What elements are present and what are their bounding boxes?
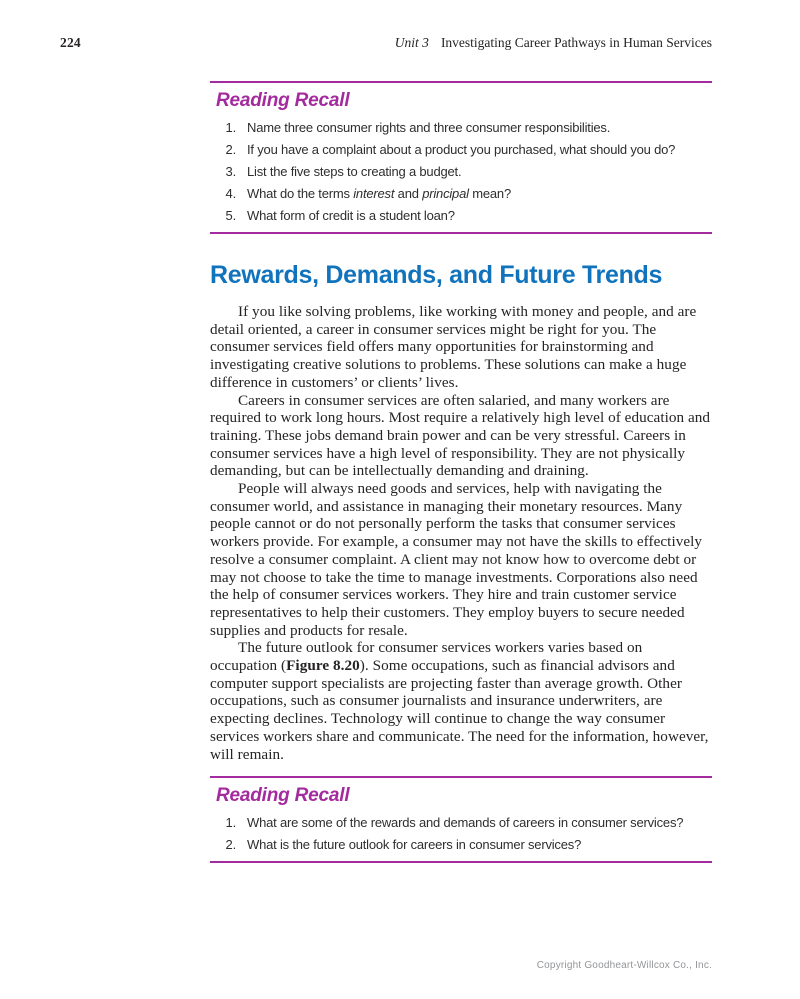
question-number: 3. (225, 164, 236, 179)
text-run: What are some of the rewards and demands of careers in consumer services? (247, 815, 684, 831)
reading-recall-question-list (210, 119, 712, 225)
question-number: 1. (225, 120, 236, 135)
question-text (236, 141, 675, 159)
text-run: Careers in consumer services are often salaried, and many workers are required to work long hours. Most require a relatively high level of education and training. These jobs demand brain power and can be very stressful. Careers in consumer services have a high level of responsibility. They are not physically demanding, but can be intellectually demanding and draining. (210, 391, 711, 480)
reading-recall-question (210, 814, 712, 832)
text-run: What form of credit is a student loan? (247, 208, 455, 223)
text-run: ). Some occupations, such as financial advisors and computer support specialists are projecting faster than average growth. Other occupations, such as consumer journalists and insurance underwriters, are expecting declines. Technology will continue to change the way consumer services workers share and communicate. The need for the information, however, will remain. (210, 657, 709, 763)
page-content (210, 81, 712, 863)
body-paragraph (210, 639, 712, 763)
text-run: and (394, 186, 423, 201)
question-number: 2. (225, 142, 236, 157)
running-head-unit: Unit 3 (394, 35, 429, 50)
question-text (236, 185, 511, 203)
body-paragraph (210, 303, 712, 392)
body-paragraphs (210, 303, 712, 763)
text-run: mean? (468, 186, 511, 201)
italic-term: interest (353, 186, 395, 201)
section-heading: Rewards, Demands, and Future Trends (210, 261, 663, 289)
question-text (236, 814, 683, 832)
text-run: List the five steps to creating a budget. (247, 164, 462, 179)
page-number: 224 (60, 35, 81, 50)
reading-recall-question (210, 836, 712, 854)
question-text (236, 207, 455, 225)
italic-term: principal (422, 186, 469, 201)
reading-recall-question (210, 163, 712, 181)
text-run: What is the future outlook for careers in consumer services? (247, 837, 582, 853)
reading-recall-title: Reading Recall (216, 785, 350, 807)
reading-recall-question-list (210, 814, 712, 854)
reading-recall-question (210, 141, 712, 159)
reading-recall-box-bottom (210, 776, 712, 863)
question-number: 1. (225, 815, 236, 831)
question-number: 5. (225, 208, 236, 223)
text-run: If you like solving problems, like working with money and people, and are detail oriented, a career in consumer services might be right for you. The consumer services field offers many opportunities for brainstorming and investigating creative solutions to problems. These solutions can make a huge difference in customers’ or clients’ lives. (210, 303, 697, 391)
body-paragraph (210, 480, 712, 639)
reading-recall-question (210, 119, 712, 137)
question-text (236, 836, 581, 854)
copyright-notice: Copyright Goodheart-Willcox Co., Inc. (536, 960, 712, 971)
reading-recall-box-top (210, 81, 712, 234)
reading-recall-question (210, 207, 712, 225)
body-paragraph (210, 392, 712, 481)
question-number: 4. (225, 186, 236, 201)
running-head-title: Investigating Career Pathways in Human Services (440, 35, 712, 50)
question-text (236, 163, 461, 181)
question-number: 2. (225, 837, 236, 853)
question-text (236, 119, 610, 137)
running-head (395, 35, 712, 51)
text-run: Name three consumer rights and three consumer responsibilities. (247, 120, 611, 135)
bold-reference: Figure 8.20 (286, 657, 360, 675)
reading-recall-question (210, 185, 712, 203)
page-header (60, 35, 712, 51)
text-run: People will always need goods and services, help with navigating the consumer world, and assistance in managing their monetary resources. Many people cannot or do not personally perform the tasks that consumer services workers provide. For example, a consumer may not have the skills to effectively resolve a consumer complaint. A client may not know how to overcome debt or may not choose to take the time to manage investments. Corporations also need the help of consumer services workers. They hire and train customer service representatives to help their customers. They employ buyers to secure needed supplies and products for resale. (210, 480, 703, 639)
text-run: What do the terms (247, 186, 354, 201)
reading-recall-title: Reading Recall (216, 90, 350, 111)
text-run: The future outlook for consumer services workers varies based on occupation ( (210, 639, 643, 675)
text-run: If you have a complaint about a product you purchased, what should you do? (247, 142, 676, 157)
